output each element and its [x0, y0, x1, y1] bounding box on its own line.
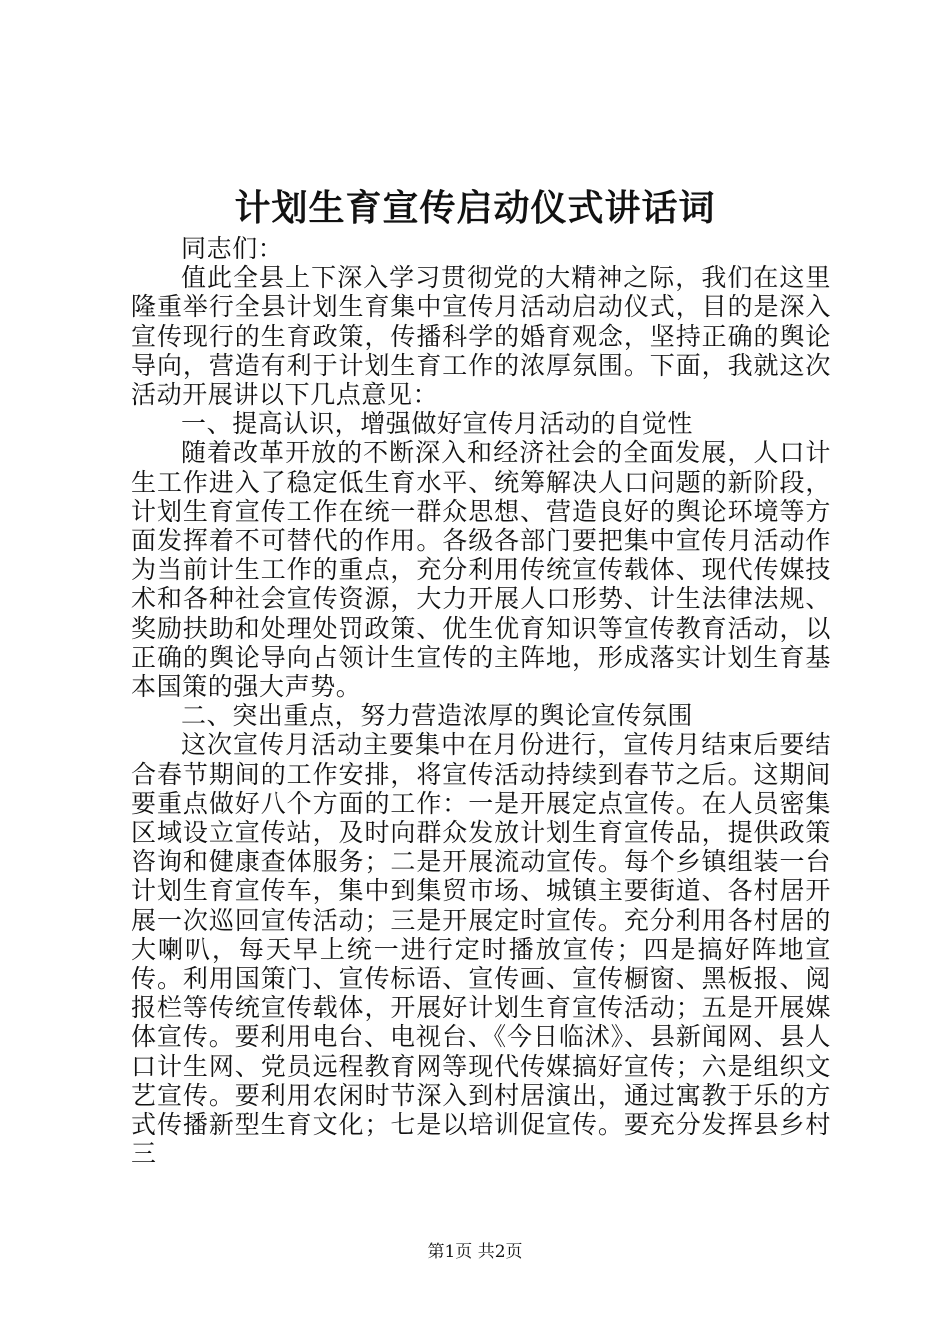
salutation: 同志们：	[181, 234, 284, 263]
document-body	[131, 234, 831, 1169]
section-2-paragraph: 这次宣传月活动主要集中在月份进行，宣传月结束后要结合春节期间的工作安排，将宣传活动持续到春节之后。这期间要重点做好八个方面的工作：一是开展定点宣传。在人员密集区域设立宣传站，及时向群众发放计划生育宣传品，提供政策咨询和健康查体服务；二是开展流动宣传。每个乡镇组装一台计划生育宣传车，集中到集贸市场、城镇主要街道、各村居开展一次巡回宣传活动；三是开展定时宣传。充分利用各村居的大喇叭，每天早上统一进行定时播放宣传；四是搞好阵地宣传。利用国策门、宣传标语、宣传画、宣传橱窗、黑板报、阅报栏等传统宣传载体，开展好计划生育宣传活动；五是开展媒体宣传。要利用电台、电视台、《今日临沭》、县新闻网、县人口计生网、党员远程教育网等现代传媒搞好宣传；六是组织文艺宣传。要利用农闲时节深入到村居演出，通过寓教于乐的方式传播新型生育文化；七是以培训促宣传。要充分发挥县乡村三	[131, 730, 831, 1169]
document-title: 计划生育宣传启动仪式讲话词	[234, 187, 716, 229]
intro-paragraph: 值此全县上下深入学习贯彻党的大精神之际，我们在这里隆重举行全县计划生育集中宣传月活动启动仪式，目的是深入宣传现行的生育政策，传播科学的婚育观念，坚持正确的舆论导向，营造有利于计划生育工作的浓厚氛围。下面，我就这次活动开展讲以下几点意见：	[131, 263, 831, 410]
page-footer: 第1页 共2页	[427, 1242, 523, 1262]
section-2-heading: 二、突出重点，努力营造浓厚的舆论宣传氛围	[181, 701, 694, 731]
section-1-paragraph: 随着改革开放的不断深入和经济社会的全面发展，人口计生工作进入了稳定低生育水平、统筹解决人口问题的新阶段，计划生育宣传工作在统一群众思想、营造良好的舆论环境等方面发挥着不可替代的作用。各级各部门要把集中宣传月活动作为当前计生工作的重点，充分利用传统宣传载体、现代传媒技术和各种社会宣传资源，大力开展人口形势、计生法律法规、奖励扶助和处理处罚政策、优生优育知识等宣传教育活动，以正确的舆论导向占领计生宣传的主阵地，形成落实计划生育基本国策的强大声势。	[131, 438, 831, 702]
section-1-heading: 一、提高认识，增强做好宣传月活动的自觉性	[181, 409, 694, 439]
